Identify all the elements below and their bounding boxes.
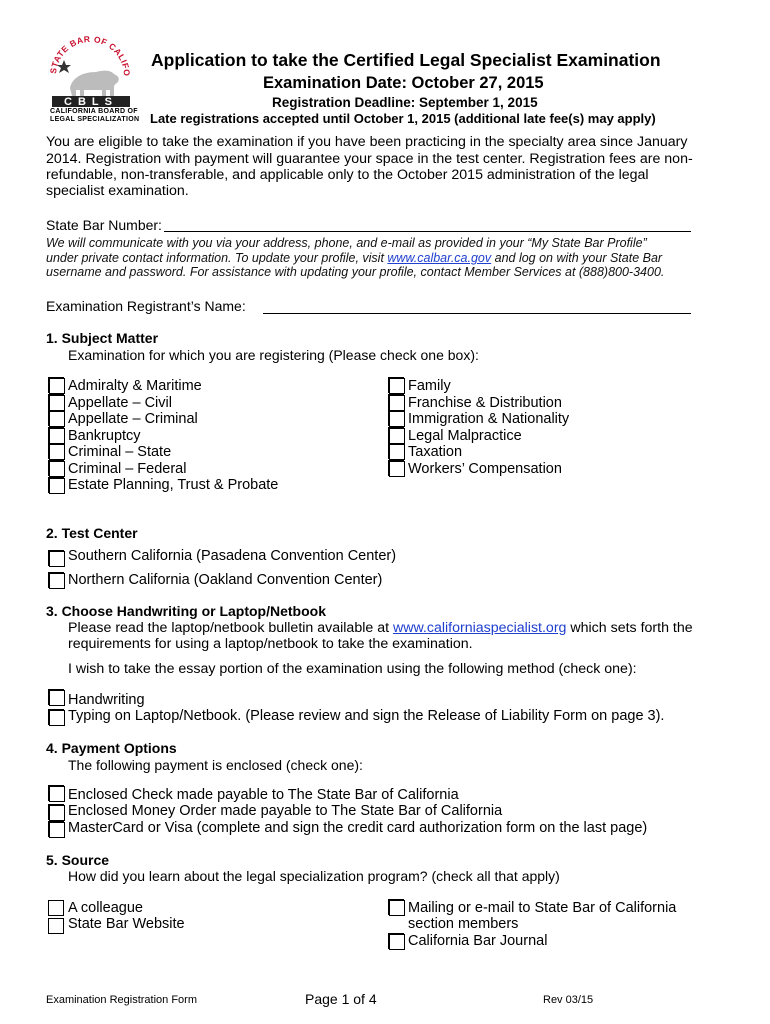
checkbox-bar-journal[interactable] <box>389 934 405 950</box>
logo-line-2: LEGAL SPECIALIZATION <box>50 116 140 123</box>
option-northern-ca: Northern California (Oakland Convention Center) <box>68 572 383 588</box>
profile-note-1: We will communicate with you via your address, phone, and e-mail as provided in your “My State Bar Profile” <box>46 236 647 250</box>
registration-deadline: Registration Deadline: September 1, 2015 <box>272 95 538 110</box>
section-3-text-3: I wish to take the essay portion of the examination using the following method (check one): <box>68 661 637 677</box>
registrant-name-label: Examination Registrant’s Name: <box>46 298 246 314</box>
checkbox-immigration[interactable] <box>389 411 405 427</box>
footer-revision: Rev 03/15 <box>543 994 594 1006</box>
svg-text:STATE BAR OF CALIFORNIA: STATE BAR OF CALIFO <box>48 33 133 77</box>
svg-text:CBLS: CBLS <box>64 96 118 108</box>
state-bar-number-field[interactable] <box>164 231 691 232</box>
checkbox-family[interactable] <box>389 378 405 394</box>
option-laptop: Typing on Laptop/Netbook. (Please review and sign the Release of Liability Form on page 3). <box>68 708 665 724</box>
checkbox-workers-comp[interactable] <box>389 461 405 477</box>
checkbox-mailing[interactable] <box>389 900 405 916</box>
intro-line-4: specialist examination. <box>46 183 189 199</box>
option-handwriting: Handwriting <box>68 692 145 708</box>
checkbox-colleague[interactable] <box>48 900 64 916</box>
option-appellate-criminal: Appellate – Criminal <box>68 411 198 427</box>
checkbox-estate-planning[interactable] <box>49 478 65 494</box>
page-title: Application to take the Certified Legal Specialist Examination <box>151 50 661 70</box>
section-1-heading: 1. Subject Matter <box>46 330 159 346</box>
option-bankruptcy: Bankruptcy <box>68 428 141 444</box>
section-2-heading: 2. Test Center <box>46 525 138 541</box>
late-registration-note: Late registrations accepted until October 1, 2015 (additional late fee(s) may apply) <box>150 111 656 126</box>
section-3-text-1 <box>68 620 693 636</box>
profile-note-2 <box>46 251 662 265</box>
option-immigration: Immigration & Nationality <box>408 411 570 427</box>
option-money-order: Enclosed Money Order made payable to The State Bar of California <box>68 803 503 819</box>
intro-line-3: refundable, non-transferable, and applicable only to the October 2015 administration of the legal <box>46 167 649 183</box>
section-3-text-1-pre: Please read the laptop/netbook bulletin available at <box>68 620 393 636</box>
checkbox-laptop[interactable] <box>49 710 65 726</box>
checkbox-credit-card[interactable] <box>49 822 65 838</box>
checkbox-legal-malpractice[interactable] <box>389 428 405 444</box>
footer-form-name: Examination Registration Form <box>46 994 198 1006</box>
option-estate-planning: Estate Planning, Trust & Probate <box>68 477 279 493</box>
checkbox-northern-ca[interactable] <box>49 573 65 589</box>
section-5-instruction: How did you learn about the legal specialization program? (check all that apply) <box>68 868 560 884</box>
checkbox-franchise[interactable] <box>389 395 405 411</box>
section-3-text-1-post: which sets forth the <box>566 620 693 636</box>
exam-date: Examination Date: October 27, 2015 <box>263 74 544 92</box>
option-appellate-civil: Appellate – Civil <box>68 395 172 411</box>
logo-line-1: CALIFORNIA BOARD OF <box>50 108 138 115</box>
state-bar-number-label: State Bar Number: <box>46 217 162 233</box>
calbar-link[interactable]: www.calbar.ca.gov <box>387 251 492 265</box>
checkbox-appellate-civil[interactable] <box>49 395 65 411</box>
option-mailing: Mailing or e-mail to State Bar of California <box>408 900 677 916</box>
checkbox-handwriting[interactable] <box>49 690 65 706</box>
checkbox-bankruptcy[interactable] <box>49 428 65 444</box>
checkbox-criminal-federal[interactable] <box>49 461 65 477</box>
footer-page-number: Page 1 of 4 <box>305 991 377 1007</box>
checkbox-appellate-criminal[interactable] <box>49 411 65 427</box>
intro-line-2: 2014. Registration with payment will guarantee your space in the test center. Registration fees are non- <box>46 151 693 167</box>
checkbox-check[interactable] <box>49 786 65 802</box>
option-workers-comp: Workers’ Compensation <box>408 461 562 477</box>
option-criminal-state: Criminal – State <box>68 444 172 460</box>
option-southern-ca: Southern California (Pasadena Convention Center) <box>68 548 397 564</box>
checkbox-taxation[interactable] <box>389 444 405 460</box>
intro-line-1: You are eligible to take the examination if you have been practicing in the specialty area since January <box>46 134 688 150</box>
checkbox-admiralty[interactable] <box>49 378 65 394</box>
option-family: Family <box>408 378 451 394</box>
specialist-link[interactable]: www.californiaspecialist.org <box>392 620 567 636</box>
option-taxation: Taxation <box>408 444 463 460</box>
profile-note-2-text: under private contact information. To update your profile, visit <box>46 251 388 265</box>
option-legal-malpractice: Legal Malpractice <box>408 428 522 444</box>
checkbox-state-bar-website[interactable] <box>48 918 64 934</box>
checkbox-southern-ca[interactable] <box>49 551 65 567</box>
option-state-bar-website: State Bar Website <box>68 916 185 932</box>
option-mailing-cont: section members <box>408 916 519 932</box>
checkbox-money-order[interactable] <box>49 805 65 821</box>
option-admiralty: Admiralty & Maritime <box>68 378 202 394</box>
section-5-heading: 5. Source <box>46 852 110 868</box>
option-franchise: Franchise & Distribution <box>408 395 562 411</box>
section-3-text-2: requirements for using a laptop/netbook to take the examination. <box>68 636 473 652</box>
option-colleague: A colleague <box>68 900 143 916</box>
profile-note-2-tail: and log on with your State Bar <box>491 251 663 265</box>
checkbox-criminal-state[interactable] <box>49 444 65 460</box>
section-3-heading: 3. Choose Handwriting or Laptop/Netbook <box>46 603 326 619</box>
section-4-instruction: The following payment is enclosed (check one): <box>68 757 363 773</box>
option-credit-card: MasterCard or Visa (complete and sign the credit card authorization form on the last page) <box>68 820 648 836</box>
option-bar-journal: California Bar Journal <box>408 933 548 949</box>
section-1-instruction: Examination for which you are registering (Please check one box): <box>68 347 479 363</box>
registrant-name-field[interactable] <box>263 313 691 314</box>
option-check: Enclosed Check made payable to The State Bar of California <box>68 787 459 803</box>
section-4-heading: 4. Payment Options <box>46 740 177 756</box>
option-criminal-federal: Criminal – Federal <box>68 461 187 477</box>
profile-note-3: username and password. For assistance with updating your profile, contact Member Services at (888)800-3400. <box>46 265 665 279</box>
